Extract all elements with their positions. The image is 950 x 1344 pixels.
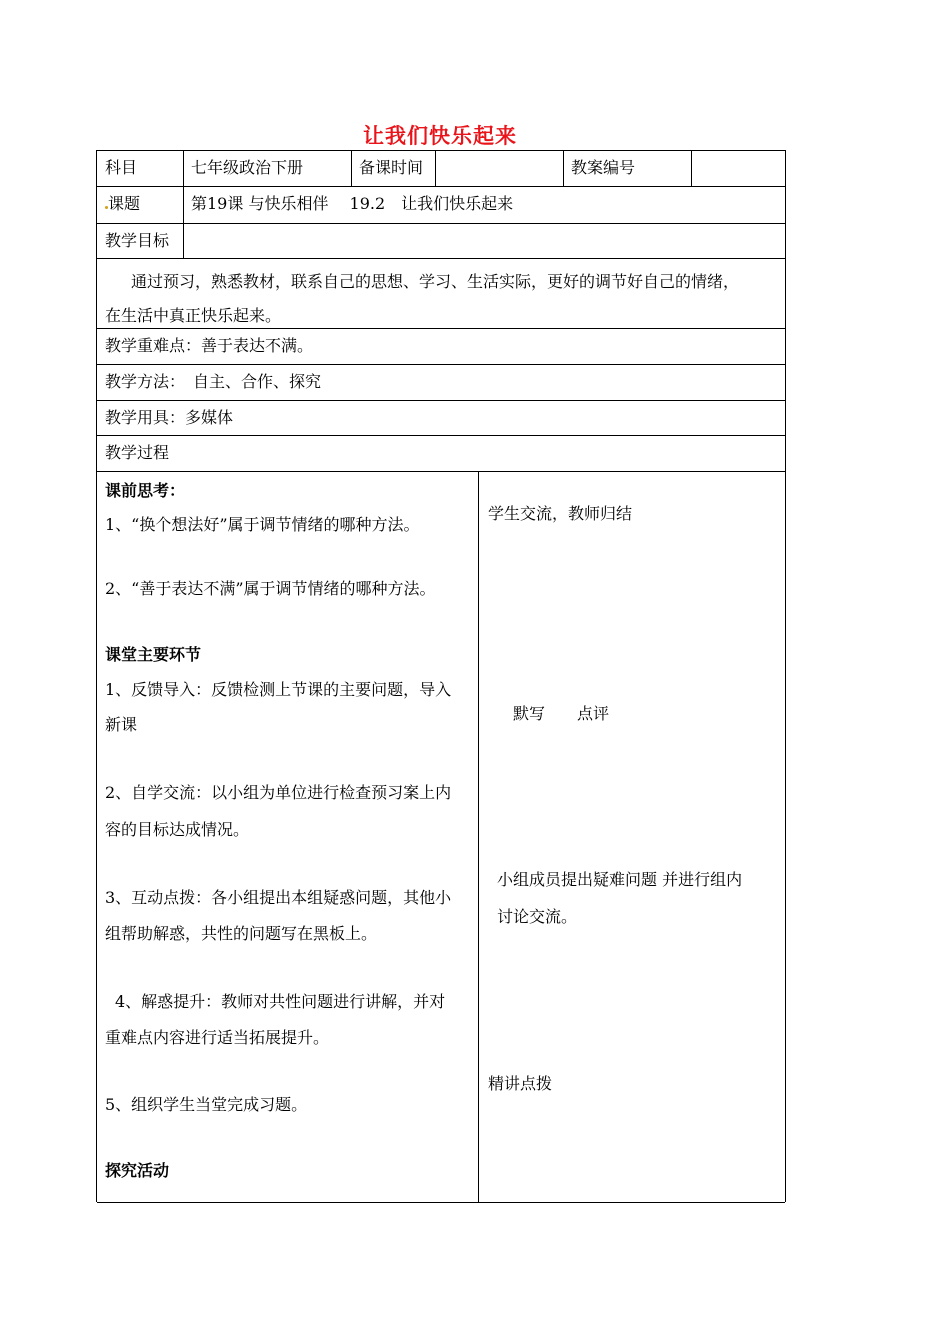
step-1-line2: 新课 bbox=[105, 715, 138, 734]
right-note-4: 精讲点拨 bbox=[488, 1074, 553, 1093]
topic-label-text: 课题 bbox=[108, 194, 141, 213]
subject-value: 七年级政治下册 bbox=[191, 158, 304, 177]
document-title: 让我们快乐起来 bbox=[363, 124, 517, 148]
table-row-process-label bbox=[97, 435, 785, 472]
main-steps-title: 课堂主要环节 bbox=[105, 645, 202, 664]
goals-label: 教学目标 bbox=[105, 231, 170, 250]
methods: 教学方法： 自主、合作、探究 bbox=[105, 372, 322, 391]
table-row-topic bbox=[97, 186, 785, 224]
table-row-methods bbox=[97, 364, 785, 401]
question-1: 1、“换个想法好”属于调节情绪的哪种方法。 bbox=[105, 515, 420, 534]
table-row-goals-label bbox=[97, 223, 785, 259]
subject-label: 科目 bbox=[105, 158, 138, 177]
prep-time-value bbox=[435, 151, 563, 187]
topic-label bbox=[97, 187, 183, 224]
step-3-line1: 3、互动点拨：各小组提出本组疑惑问题，其他小 bbox=[105, 888, 452, 907]
topic-value: 第19课 与快乐相伴 19.2 让我们快乐起来 bbox=[191, 194, 514, 213]
pre-thinking-title: 课前思考： bbox=[105, 481, 186, 500]
table-row-goals-text bbox=[97, 258, 785, 329]
prep-time-label: 备课时间 bbox=[359, 158, 424, 177]
table-row-key-points bbox=[97, 328, 785, 365]
right-note-3-line1: 小组成员提出疑难问题 并进行组内 bbox=[497, 870, 743, 889]
explore-title: 探究活动 bbox=[105, 1161, 170, 1180]
right-note-3-line2: 讨论交流。 bbox=[497, 907, 578, 926]
process-label: 教学过程 bbox=[105, 443, 170, 462]
step-5: 5、组织学生当堂完成习题。 bbox=[105, 1095, 308, 1114]
step-4-line2: 重难点内容进行适当拓展提升。 bbox=[105, 1028, 330, 1047]
right-note-2: 默写 点评 bbox=[513, 704, 610, 723]
step-3-line2: 组帮助解惑，共性的问题写在黑板上。 bbox=[105, 924, 378, 943]
right-note-1: 学生交流，教师归结 bbox=[488, 504, 633, 523]
lesson-plan-table bbox=[96, 150, 786, 1202]
table-row-process-body bbox=[97, 471, 785, 1203]
goals-text-line1: 通过预习，熟悉教材，联系自己的思想、学习、生活实际，更好的调节好自己的情绪， bbox=[131, 272, 740, 291]
step-2-line1: 2、自学交流：以小组为单位进行检查预习案上内 bbox=[105, 783, 452, 802]
question-2: 2、“善于表达不满”属于调节情绪的哪种方法。 bbox=[105, 579, 436, 598]
tools: 教学用具：多媒体 bbox=[105, 408, 234, 427]
goals-text-line2: 在生活中真正快乐起来。 bbox=[105, 306, 282, 325]
plan-no-label: 教案编号 bbox=[571, 158, 636, 177]
step-2-line2: 容的目标达成情况。 bbox=[105, 820, 250, 839]
step-4-line1: 4、解惑提升：教师对共性问题进行讲解，并对 bbox=[115, 992, 446, 1011]
key-points: 教学重难点：善于表达不满。 bbox=[105, 336, 314, 355]
step-1-line1: 1、反馈导入：反馈检测上节课的主要问题，导入 bbox=[105, 680, 452, 699]
table-row-tools bbox=[97, 400, 785, 436]
table-row-header bbox=[97, 150, 785, 187]
plan-no-value bbox=[691, 151, 783, 187]
